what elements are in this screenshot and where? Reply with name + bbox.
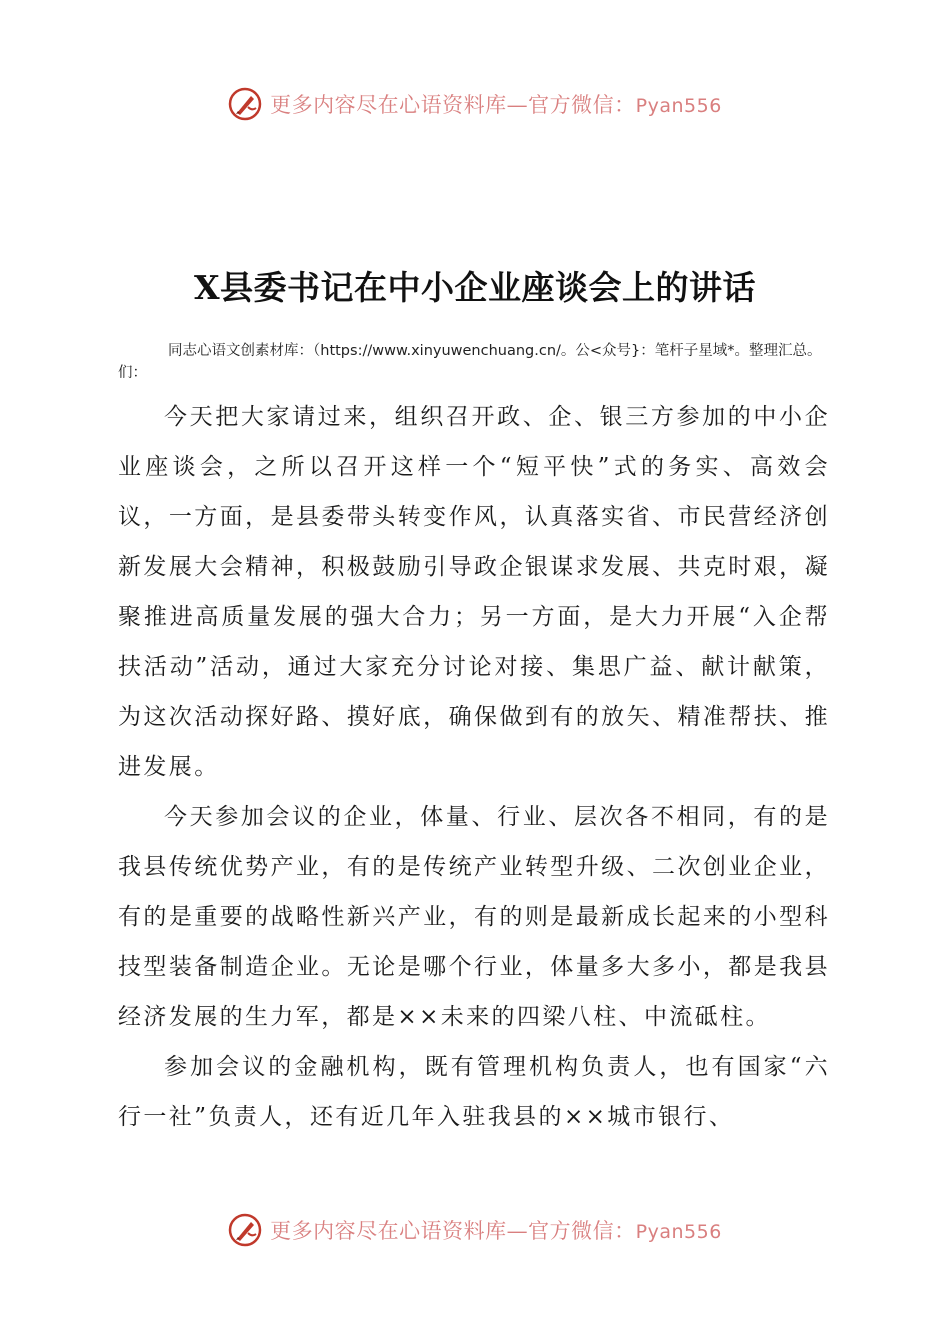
paragraph: 今天参加会议的企业，体量、行业、层次各不相同，有的是我县传统优势产业，有的是传统产业转型升级、二次创业企业，有的是重要的战略性新兴产业，有的则是最新成长起来的小型科技型装备制造企业。无论是哪个行业，体量多大多小，都是我县经济发展的生力军，都是××未来的四梁八柱、中流砥柱。 (118, 804, 830, 1030)
source-note: 同志心语文创素材库：（https://www.xinyuwenchuang.cn/。公<众号}：笔杆子星域*。整理汇总。们： (118, 343, 822, 381)
paragraph: 今天把大家请过来，组织召开政、企、银三方参加的中小企业座谈会，之所以召开这样一个“短平快”式的务实、高效会议，一方面，是县委带头转变作风，认真落实省、市民营经济创新发展大会精神，积极鼓励引导政企银谋求发展、共克时艰，凝聚推进高质量发展的强大合力；另一方面，是大力开展“入企帮扶活动”活动，通过大家充分讨论对接、集思广益、献计献策，为这次活动探好路、摸好底，确保做到有的放矢、精准帮扶、推进发展。 (118, 404, 830, 780)
watermark-banner-top (0, 82, 950, 126)
watermark-text: 更多内容尽在心语资料库—官方微信：Pyan556 (270, 93, 722, 117)
watermark-text: 更多内容尽在心语资料库—官方微信：Pyan556 (270, 1219, 722, 1243)
paragraph: 参加会议的金融机构，既有管理机构负责人，也有国家“六行一社”负责人，还有近几年入驻我县的××城市银行、 (118, 1054, 830, 1130)
watermark-banner-bottom (0, 1208, 950, 1252)
pen-logo-icon (228, 1213, 262, 1247)
pen-logo-icon (228, 87, 262, 121)
document-body (118, 392, 830, 1142)
document-title: X县委书记在中小企业座谈会上的讲话 (193, 268, 757, 307)
